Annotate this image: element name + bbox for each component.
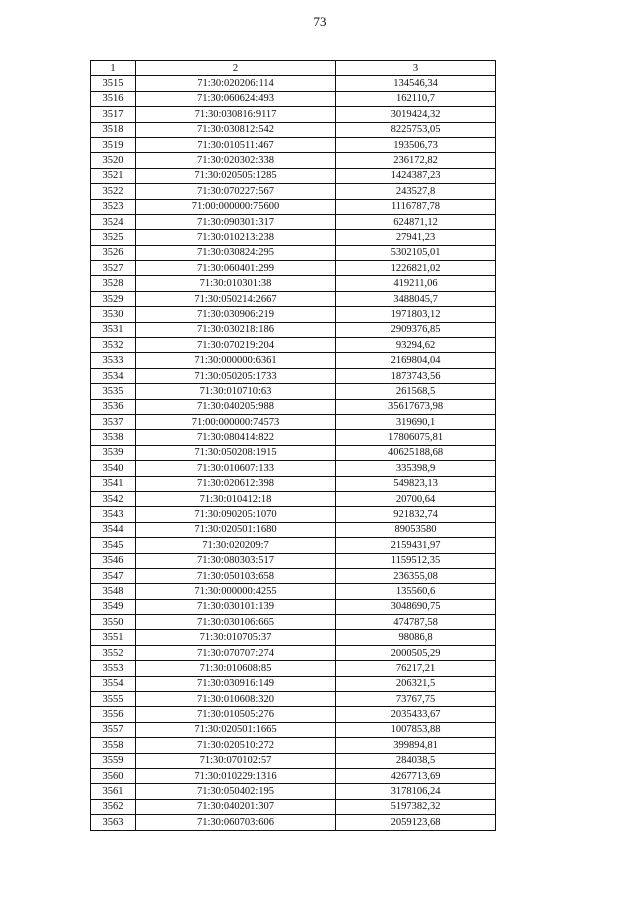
table-row	[91, 384, 496, 399]
cadastral-number-cell: 71:30:020501:1680	[136, 522, 336, 537]
row-number-cell: 3538	[91, 430, 136, 445]
value-cell: 3048690,75	[336, 599, 496, 614]
table-row	[91, 676, 496, 691]
row-number-cell: 3545	[91, 538, 136, 553]
value-cell: 73767,75	[336, 692, 496, 707]
value-cell: 419211,06	[336, 276, 496, 291]
value-cell: 17806075,81	[336, 430, 496, 445]
table-row	[91, 91, 496, 106]
value-cell: 624871,12	[336, 214, 496, 229]
value-cell: 319690,1	[336, 414, 496, 429]
row-number-cell: 3544	[91, 522, 136, 537]
row-number-cell: 3542	[91, 491, 136, 506]
value-cell: 206321,5	[336, 676, 496, 691]
row-number-cell: 3530	[91, 307, 136, 322]
value-cell: 76217,21	[336, 661, 496, 676]
value-cell: 1424387,23	[336, 168, 496, 183]
row-number-cell: 3552	[91, 645, 136, 660]
cadastral-number-cell: 71:30:070102:57	[136, 753, 336, 768]
row-number-cell: 3558	[91, 738, 136, 753]
data-table	[90, 60, 496, 831]
cadastral-number-cell: 71:30:010710:63	[136, 384, 336, 399]
table-header-row	[91, 61, 496, 76]
row-number-cell: 3557	[91, 722, 136, 737]
value-cell: 135560,6	[336, 584, 496, 599]
table-row	[91, 214, 496, 229]
cadastral-number-cell: 71:30:060624:493	[136, 91, 336, 106]
row-number-cell: 3528	[91, 276, 136, 291]
table-row	[91, 507, 496, 522]
table-row	[91, 245, 496, 260]
cadastral-number-cell: 71:30:050402:195	[136, 784, 336, 799]
cadastral-number-cell: 71:30:010229:1316	[136, 768, 336, 783]
row-number-cell: 3549	[91, 599, 136, 614]
cadastral-number-cell: 71:30:070227:567	[136, 184, 336, 199]
value-cell: 261568,5	[336, 384, 496, 399]
row-number-cell: 3516	[91, 91, 136, 106]
value-cell: 5302105,01	[336, 245, 496, 260]
cadastral-number-cell: 71:00:000000:74573	[136, 414, 336, 429]
table-row	[91, 768, 496, 783]
table-row	[91, 107, 496, 122]
row-number-cell: 3523	[91, 199, 136, 214]
table-row	[91, 568, 496, 583]
table-row	[91, 322, 496, 337]
cadastral-number-cell: 71:30:030824:295	[136, 245, 336, 260]
value-cell: 134546,34	[336, 76, 496, 91]
cadastral-number-cell: 71:30:020209:7	[136, 538, 336, 553]
value-cell: 89053580	[336, 522, 496, 537]
row-number-cell: 3518	[91, 122, 136, 137]
table-row	[91, 430, 496, 445]
row-number-cell: 3537	[91, 414, 136, 429]
cadastral-number-cell: 71:30:010607:133	[136, 461, 336, 476]
table-row	[91, 692, 496, 707]
row-number-cell: 3533	[91, 353, 136, 368]
table-row	[91, 476, 496, 491]
value-cell: 98086,8	[336, 630, 496, 645]
table-row	[91, 291, 496, 306]
value-cell: 474787,58	[336, 615, 496, 630]
column-header-3: 3	[336, 61, 496, 76]
value-cell: 921832,74	[336, 507, 496, 522]
value-cell: 4267713,69	[336, 768, 496, 783]
column-header-2: 2	[136, 61, 336, 76]
value-cell: 549823,13	[336, 476, 496, 491]
table-row	[91, 753, 496, 768]
value-cell: 8225753,05	[336, 122, 496, 137]
row-number-cell: 3547	[91, 568, 136, 583]
row-number-cell: 3550	[91, 615, 136, 630]
table-row	[91, 538, 496, 553]
value-cell: 399894,81	[336, 738, 496, 753]
value-cell: 284038,5	[336, 753, 496, 768]
table-row	[91, 307, 496, 322]
cadastral-number-cell: 71:30:050208:1915	[136, 445, 336, 460]
value-cell: 2159431,97	[336, 538, 496, 553]
cadastral-number-cell: 71:30:020612:398	[136, 476, 336, 491]
table-row	[91, 153, 496, 168]
value-cell: 40625188,68	[336, 445, 496, 460]
cadastral-number-cell: 71:30:040201:307	[136, 799, 336, 814]
row-number-cell: 3541	[91, 476, 136, 491]
row-number-cell: 3563	[91, 815, 136, 830]
table-row	[91, 522, 496, 537]
value-cell: 3178106,24	[336, 784, 496, 799]
row-number-cell: 3548	[91, 584, 136, 599]
table-row	[91, 599, 496, 614]
table-row	[91, 76, 496, 91]
value-cell: 3019424,32	[336, 107, 496, 122]
table-row	[91, 630, 496, 645]
value-cell: 1159512,35	[336, 553, 496, 568]
cadastral-number-cell: 71:30:010412:18	[136, 491, 336, 506]
value-cell: 27941,23	[336, 230, 496, 245]
table-row	[91, 661, 496, 676]
cadastral-number-cell: 71:30:020505:1285	[136, 168, 336, 183]
cadastral-number-cell: 71:30:090205:1070	[136, 507, 336, 522]
cadastral-number-cell: 71:30:040205:988	[136, 399, 336, 414]
row-number-cell: 3520	[91, 153, 136, 168]
value-cell: 335398,9	[336, 461, 496, 476]
row-number-cell: 3531	[91, 322, 136, 337]
column-header-1: 1	[91, 61, 136, 76]
row-number-cell: 3532	[91, 338, 136, 353]
table-row	[91, 799, 496, 814]
cadastral-number-cell: 71:30:030218:186	[136, 322, 336, 337]
table-row	[91, 784, 496, 799]
row-number-cell: 3562	[91, 799, 136, 814]
value-cell: 93294,62	[336, 338, 496, 353]
row-number-cell: 3560	[91, 768, 136, 783]
cadastral-number-cell: 71:30:050214:2667	[136, 291, 336, 306]
value-cell: 35617673,98	[336, 399, 496, 414]
table-row	[91, 168, 496, 183]
value-cell: 1873743,56	[336, 368, 496, 383]
cadastral-number-cell: 71:30:070219:204	[136, 338, 336, 353]
table-row	[91, 414, 496, 429]
value-cell: 1116787,78	[336, 199, 496, 214]
cadastral-number-cell: 71:30:070707:274	[136, 645, 336, 660]
row-number-cell: 3535	[91, 384, 136, 399]
table-row	[91, 338, 496, 353]
row-number-cell: 3515	[91, 76, 136, 91]
value-cell: 2000505,29	[336, 645, 496, 660]
row-number-cell: 3559	[91, 753, 136, 768]
cadastral-number-cell: 71:30:010511:467	[136, 137, 336, 152]
cadastral-number-cell: 71:30:000000:4255	[136, 584, 336, 599]
table-row	[91, 184, 496, 199]
table-row	[91, 276, 496, 291]
row-number-cell: 3551	[91, 630, 136, 645]
cadastral-number-cell: 71:30:090301:317	[136, 214, 336, 229]
row-number-cell: 3517	[91, 107, 136, 122]
page-number: 73	[313, 14, 327, 29]
row-number-cell: 3554	[91, 676, 136, 691]
cadastral-number-cell: 71:30:020302:338	[136, 153, 336, 168]
row-number-cell: 3553	[91, 661, 136, 676]
table-row	[91, 368, 496, 383]
cadastral-number-cell: 71:30:030101:139	[136, 599, 336, 614]
row-number-cell: 3546	[91, 553, 136, 568]
cadastral-number-cell: 71:30:010301:38	[136, 276, 336, 291]
cadastral-number-cell: 71:30:000000:6361	[136, 353, 336, 368]
cadastral-number-cell: 71:30:010608:85	[136, 661, 336, 676]
value-cell: 5197382,32	[336, 799, 496, 814]
row-number-cell: 3522	[91, 184, 136, 199]
value-cell: 2909376,85	[336, 322, 496, 337]
cadastral-number-cell: 71:30:030916:149	[136, 676, 336, 691]
row-number-cell: 3536	[91, 399, 136, 414]
row-number-cell: 3539	[91, 445, 136, 460]
row-number-cell: 3524	[91, 214, 136, 229]
table-row	[91, 137, 496, 152]
row-number-cell: 3521	[91, 168, 136, 183]
table-row	[91, 399, 496, 414]
row-number-cell: 3555	[91, 692, 136, 707]
table-row	[91, 815, 496, 830]
cadastral-number-cell: 71:30:060401:299	[136, 261, 336, 276]
row-number-cell: 3529	[91, 291, 136, 306]
value-cell: 162110,7	[336, 91, 496, 106]
table-row	[91, 707, 496, 722]
table-row	[91, 230, 496, 245]
table-row	[91, 491, 496, 506]
cadastral-number-cell: 71:30:080303:517	[136, 553, 336, 568]
cadastral-number-cell: 71:30:020501:1665	[136, 722, 336, 737]
cadastral-number-cell: 71:30:030106:665	[136, 615, 336, 630]
value-cell: 1971803,12	[336, 307, 496, 322]
table-row	[91, 199, 496, 214]
cadastral-number-cell: 71:30:030812:542	[136, 122, 336, 137]
value-cell: 3488045,7	[336, 291, 496, 306]
value-cell: 2059123,68	[336, 815, 496, 830]
table-row	[91, 553, 496, 568]
value-cell: 193506,73	[336, 137, 496, 152]
table-row	[91, 722, 496, 737]
cadastral-number-cell: 71:30:010505:276	[136, 707, 336, 722]
table-row	[91, 645, 496, 660]
row-number-cell: 3527	[91, 261, 136, 276]
row-number-cell: 3526	[91, 245, 136, 260]
table-row	[91, 615, 496, 630]
value-cell: 236355,08	[336, 568, 496, 583]
cadastral-number-cell: 71:30:020206:114	[136, 76, 336, 91]
row-number-cell: 3561	[91, 784, 136, 799]
value-cell: 2169804,04	[336, 353, 496, 368]
cadastral-number-cell: 71:30:050205:1733	[136, 368, 336, 383]
cadastral-number-cell: 71:30:080414:822	[136, 430, 336, 445]
cadastral-number-cell: 71:30:010705:37	[136, 630, 336, 645]
cadastral-number-cell: 71:00:000000:75600	[136, 199, 336, 214]
cadastral-number-cell: 71:30:060703:606	[136, 815, 336, 830]
cadastral-number-cell: 71:30:010213:238	[136, 230, 336, 245]
table-row	[91, 461, 496, 476]
cadastral-number-cell: 71:30:050103:658	[136, 568, 336, 583]
table-row	[91, 738, 496, 753]
cadastral-number-cell: 71:30:030816:9117	[136, 107, 336, 122]
cadastral-number-cell: 71:30:010608:320	[136, 692, 336, 707]
table-row	[91, 261, 496, 276]
row-number-cell: 3543	[91, 507, 136, 522]
row-number-cell: 3540	[91, 461, 136, 476]
value-cell: 1007853,88	[336, 722, 496, 737]
row-number-cell: 3534	[91, 368, 136, 383]
cadastral-number-cell: 71:30:020510:272	[136, 738, 336, 753]
table-row	[91, 353, 496, 368]
table-row	[91, 445, 496, 460]
value-cell: 236172,82	[336, 153, 496, 168]
value-cell: 243527,8	[336, 184, 496, 199]
row-number-cell: 3556	[91, 707, 136, 722]
row-number-cell: 3519	[91, 137, 136, 152]
cadastral-number-cell: 71:30:030906:219	[136, 307, 336, 322]
value-cell: 1226821,02	[336, 261, 496, 276]
table-row	[91, 122, 496, 137]
table-row	[91, 584, 496, 599]
value-cell: 2035433,67	[336, 707, 496, 722]
value-cell: 20700,64	[336, 491, 496, 506]
row-number-cell: 3525	[91, 230, 136, 245]
